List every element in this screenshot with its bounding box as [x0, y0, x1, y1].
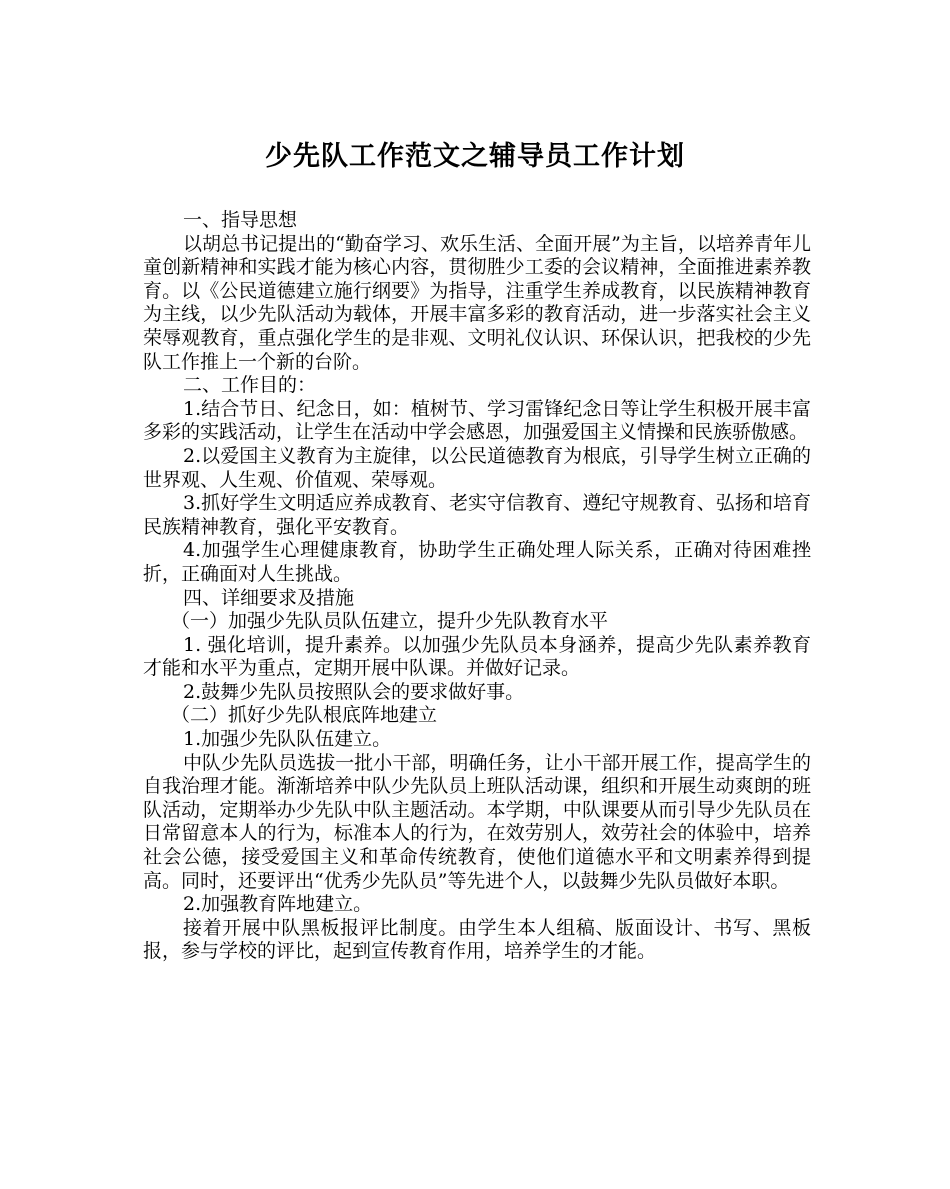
measure-item-2-2: 2.加强教育阵地建立。 [183, 893, 373, 916]
document-title: 少先队工作范文之辅导员工作计划 [265, 141, 685, 172]
section-heading-work-goals: 二、工作目的： [183, 374, 317, 397]
paragraph-guiding-thought: 以胡总书记提出的“勤奋学习、欢乐生活、全面开展”为主旨，以培养青年儿童创新精神和实践才能为核心内容，贯彻胜少工委的会议精神，全面推进素养教育。以《公民道德建立施行纲要》为指导，注重学生养成教育，以民族精神教育为主线，以少先队活动为载体，开展丰富多彩的教育活动，进一步落实社会主义荣辱观教育，重点强化学生的是非观、文明礼仪认识、环保认识，把我校的少先队工作推上一个新的台阶。 [143, 232, 811, 373]
paragraph-squad-building: 中队少先队员选拔一批小干部，明确任务，让小干部开展工作，提高学生的自我治理才能。渐渐培养中队少先队员上班队活动课，组织和开展生动爽朗的班队活动，定期举办少先队中队主题活动。本学期，中队课要从而引导少先队员在日常留意本人的行为，标准本人的行为，在效劳别人，效劳社会的体验中，培养社会公德，接受爱国主义和革命传统教育，使他们道德水平和文明素养得到提高。同时，还要评出“优秀少先队员”等先进个人，以鼓舞少先队员做好本职。 [143, 751, 811, 892]
paragraph-blackboard: 接着开展中队黑板报评比制度。由学生本人组稿、版面设计、书写、黑板报，参与学校的评比，起到宣传教育作用，培养学生的才能。 [143, 916, 811, 963]
section-heading-guiding-thought: 一、指导思想 [183, 209, 298, 231]
goal-item-4: 4.加强学生心理健康教育，协助学生正确处理人际关系，正确对待困难挫折，正确面对人生挑战。 [143, 539, 811, 585]
subsection-heading-2: （二）抓好少先队根底阵地建立 [171, 704, 438, 727]
section-heading-requirements: 四、详细要求及措施 [183, 586, 355, 609]
goal-item-1: 1.结合节日、纪念日，如：植树节、学习雷锋纪念日等让学生积极开展丰富多彩的实践活动，让学生在活动中学会感恩，加强爱国主义情操和民族骄傲感。 [143, 397, 811, 444]
document-body [143, 209, 811, 964]
goal-item-3: 3.抓好学生文明适应养成教育、老实守信教育、遵纪守规教育、弘扬和培育民族精神教育，强化平安教育。 [143, 492, 811, 538]
goal-item-2: 2.以爱国主义教育为主旋律，以公民道德教育为根底，引导学生树立正确的世界观、人生观、价值观、荣辱观。 [143, 444, 811, 491]
measure-item-1-1: 1. 强化培训，提升素养。以加强少先队员本身涵养，提高少先队素养教育才能和水平为重点，定期开展中队课。并做好记录。 [143, 633, 811, 680]
subsection-heading-1: （一）加强少先队员队伍建立，提升少先队教育水平 [171, 610, 609, 633]
measure-item-2-1: 1.加强少先队队伍建立。 [183, 728, 392, 751]
measure-item-1-2: 2.鼓舞少先队员按照队会的要求做好事。 [183, 680, 525, 703]
